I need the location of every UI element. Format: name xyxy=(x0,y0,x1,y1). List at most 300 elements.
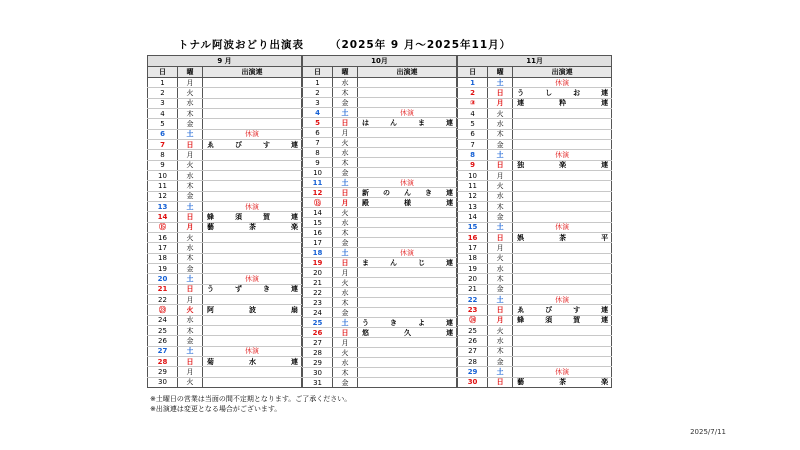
performer-cell xyxy=(358,258,457,268)
day-cell: 30 xyxy=(148,377,178,387)
weekday-cell: 日 xyxy=(333,118,358,128)
weekday-column-header: 曜 xyxy=(488,67,513,78)
day-column-header: 日 xyxy=(303,67,333,78)
table-row xyxy=(148,274,302,284)
table-row xyxy=(303,238,457,248)
month-body xyxy=(148,78,302,388)
day-cell: 10 xyxy=(303,168,333,178)
table-row xyxy=(148,160,302,170)
weekday-cell: 木 xyxy=(488,346,513,356)
table-row xyxy=(148,305,302,315)
performer-cell xyxy=(513,232,612,242)
table-row xyxy=(148,201,302,211)
performer-cell xyxy=(513,108,612,118)
table-row xyxy=(458,232,612,242)
day-cell: 8 xyxy=(303,148,333,158)
schedule-tables xyxy=(147,55,612,388)
weekday-cell: 月 xyxy=(333,338,358,348)
weekday-cell: 土 xyxy=(178,129,203,139)
day-cell: 11 xyxy=(148,181,178,191)
day-cell: 26 xyxy=(458,336,488,346)
weekday-cell: 月 xyxy=(333,128,358,138)
performer-column-header: 出演連 xyxy=(513,67,612,78)
day-cell: 2 xyxy=(458,88,488,98)
performer-cell xyxy=(203,294,302,304)
weekday-cell: 日 xyxy=(178,139,203,149)
performer-cell xyxy=(203,305,302,315)
weekday-cell: 土 xyxy=(333,108,358,118)
weekday-cell: 月 xyxy=(178,222,203,232)
weekday-cell: 月 xyxy=(178,367,203,377)
day-cell: 19 xyxy=(148,263,178,273)
performer-name: 連 粋 連 xyxy=(517,99,609,108)
day-cell: 1 xyxy=(148,78,178,88)
weekday-cell: 日 xyxy=(333,188,358,198)
day-cell: 25 xyxy=(148,325,178,335)
performer-cell xyxy=(358,228,457,238)
performer-cell xyxy=(358,158,457,168)
day-cell: 18 xyxy=(303,248,333,258)
weekday-cell: 金 xyxy=(333,308,358,318)
performer-cell: 休演 xyxy=(203,346,302,356)
performer-name: 殿 様 連 xyxy=(362,198,454,207)
day-cell: 14 xyxy=(148,212,178,222)
performer-cell xyxy=(358,328,457,338)
table-row xyxy=(303,168,457,178)
table-row xyxy=(303,128,457,138)
weekday-cell: 日 xyxy=(488,305,513,315)
page-title xyxy=(178,37,511,52)
day-cell: 1 xyxy=(458,78,488,88)
weekday-cell: 土 xyxy=(488,222,513,232)
performer-cell xyxy=(358,348,457,358)
performer-cell xyxy=(513,170,612,180)
performer-cell xyxy=(513,139,612,149)
day-cell: 20 xyxy=(148,274,178,284)
day-cell: 12 xyxy=(148,191,178,201)
weekday-cell: 日 xyxy=(178,284,203,294)
performer-cell xyxy=(203,108,302,118)
weekday-cell: 金 xyxy=(178,263,203,273)
month-table xyxy=(147,55,302,388)
weekday-cell: 水 xyxy=(488,263,513,273)
performer-name: う き よ 連 xyxy=(362,318,454,327)
table-row xyxy=(303,338,457,348)
table-row xyxy=(148,170,302,180)
day-cell: 5 xyxy=(303,118,333,128)
day-cell: 20 xyxy=(303,268,333,278)
table-row xyxy=(458,201,612,211)
table-row xyxy=(458,181,612,191)
performer-name: う し お 連 xyxy=(517,88,609,97)
table-row xyxy=(458,263,612,273)
weekday-cell: 土 xyxy=(178,201,203,211)
performer-cell xyxy=(513,305,612,315)
footnote-saturday: ※土曜日の営業は当面の間不定期となります。ご了承ください。 xyxy=(150,395,352,403)
table-row xyxy=(303,278,457,288)
performer-cell xyxy=(203,284,302,294)
table-row xyxy=(303,158,457,168)
performer-cell xyxy=(203,212,302,222)
weekday-cell: 水 xyxy=(488,119,513,129)
weekday-cell: 木 xyxy=(178,325,203,335)
day-cell: 14 xyxy=(303,208,333,218)
day-cell: 28 xyxy=(303,348,333,358)
weekday-cell: 火 xyxy=(178,88,203,98)
performer-name: ま ん じ 連 xyxy=(362,258,454,267)
weekday-cell: 木 xyxy=(333,228,358,238)
table-row xyxy=(303,258,457,268)
weekday-cell: 木 xyxy=(488,129,513,139)
performer-cell: 休演 xyxy=(203,274,302,284)
table-row xyxy=(148,212,302,222)
performer-name: は ん ま 連 xyxy=(362,118,454,127)
weekday-cell: 日 xyxy=(333,328,358,338)
month-body xyxy=(458,78,612,388)
table-row xyxy=(148,181,302,191)
performer-cell xyxy=(358,378,457,388)
weekday-cell: 水 xyxy=(488,191,513,201)
performer-cell: 休演 xyxy=(358,248,457,258)
performer-cell xyxy=(513,88,612,98)
day-cell: 23 xyxy=(458,305,488,315)
performer-cell xyxy=(203,88,302,98)
performer-cell xyxy=(203,181,302,191)
day-cell: 3 xyxy=(303,98,333,108)
table-row xyxy=(303,288,457,298)
month-body xyxy=(303,78,457,388)
weekday-cell: 月 xyxy=(333,268,358,278)
weekday-cell: 木 xyxy=(488,201,513,211)
table-row xyxy=(458,88,612,98)
performer-cell xyxy=(513,243,612,253)
day-cell: 28 xyxy=(148,356,178,366)
table-row xyxy=(458,253,612,263)
day-cell: 11 xyxy=(303,178,333,188)
table-row xyxy=(303,348,457,358)
weekday-cell: 金 xyxy=(333,98,358,108)
weekday-cell: 土 xyxy=(333,178,358,188)
performer-cell xyxy=(358,338,457,348)
table-row xyxy=(148,263,302,273)
weekday-cell: 金 xyxy=(488,212,513,222)
performer-cell xyxy=(513,160,612,170)
weekday-cell: 火 xyxy=(333,278,358,288)
performer-name: ゑ び す 連 xyxy=(207,140,298,149)
table-row xyxy=(458,139,612,149)
day-cell: 18 xyxy=(148,253,178,263)
weekday-cell: 土 xyxy=(488,150,513,160)
table-row xyxy=(458,119,612,129)
month-header: 10月 xyxy=(303,56,457,67)
weekday-cell: 月 xyxy=(488,243,513,253)
table-row xyxy=(458,336,612,346)
performer-cell xyxy=(358,218,457,228)
table-row xyxy=(458,315,612,325)
table-row xyxy=(303,228,457,238)
performer-cell: 休演 xyxy=(513,150,612,160)
day-cell: 15 xyxy=(458,222,488,232)
day-cell: 24 xyxy=(148,315,178,325)
table-row xyxy=(458,367,612,377)
performer-cell xyxy=(513,346,612,356)
performer-cell xyxy=(203,325,302,335)
weekday-cell: 金 xyxy=(488,139,513,149)
performer-cell xyxy=(203,336,302,346)
day-cell: 24 xyxy=(303,308,333,318)
weekday-column-header: 曜 xyxy=(178,67,203,78)
day-cell: 16 xyxy=(458,232,488,242)
day-cell: ㉓ xyxy=(148,305,178,315)
weekday-cell: 火 xyxy=(178,232,203,242)
day-cell: 5 xyxy=(458,119,488,129)
table-row xyxy=(303,358,457,368)
day-cell: 27 xyxy=(148,346,178,356)
day-cell: 7 xyxy=(148,139,178,149)
day-cell: 18 xyxy=(458,253,488,263)
performer-cell xyxy=(513,263,612,273)
day-cell: 31 xyxy=(303,378,333,388)
day-cell: 7 xyxy=(458,139,488,149)
performer-cell xyxy=(513,377,612,387)
table-row xyxy=(458,284,612,294)
table-row xyxy=(458,191,612,201)
table-row xyxy=(148,88,302,98)
table-row xyxy=(303,298,457,308)
day-cell: 4 xyxy=(303,108,333,118)
table-row xyxy=(458,170,612,180)
day-cell: 23 xyxy=(303,298,333,308)
weekday-cell: 金 xyxy=(178,191,203,201)
weekday-cell: 木 xyxy=(488,274,513,284)
day-cell: 26 xyxy=(303,328,333,338)
performer-cell xyxy=(358,78,457,88)
weekday-column-header: 曜 xyxy=(333,67,358,78)
day-cell: 12 xyxy=(458,191,488,201)
weekday-cell: 月 xyxy=(488,170,513,180)
day-cell: 22 xyxy=(303,288,333,298)
table-row xyxy=(458,150,612,160)
performer-name: う ず き 連 xyxy=(207,285,298,294)
performer-cell xyxy=(513,325,612,335)
performer-name: 新 の ん き 連 xyxy=(362,188,454,197)
weekday-cell: 日 xyxy=(178,212,203,222)
month-table xyxy=(457,55,612,388)
performer-cell: 休演 xyxy=(513,294,612,304)
day-cell: 2 xyxy=(148,88,178,98)
table-row xyxy=(148,78,302,88)
table-row xyxy=(458,98,612,108)
weekday-cell: 金 xyxy=(178,336,203,346)
weekday-cell: 金 xyxy=(488,356,513,366)
day-cell: 27 xyxy=(458,346,488,356)
footnote-changes: ※出演連は変更となる場合がございます。 xyxy=(150,405,282,413)
weekday-cell: 水 xyxy=(333,288,358,298)
table-row xyxy=(303,368,457,378)
day-cell: 10 xyxy=(458,170,488,180)
day-cell: 22 xyxy=(458,294,488,304)
table-row xyxy=(148,191,302,201)
table-row xyxy=(303,198,457,208)
table-row xyxy=(458,129,612,139)
table-row xyxy=(458,294,612,304)
table-row xyxy=(303,138,457,148)
performer-name: 藝 茶 楽 xyxy=(517,378,609,387)
performer-cell xyxy=(513,119,612,129)
table-row xyxy=(148,108,302,118)
table-row xyxy=(458,160,612,170)
performer-cell xyxy=(203,243,302,253)
performer-cell xyxy=(203,222,302,232)
day-cell: ③ xyxy=(458,98,488,108)
day-cell: 14 xyxy=(458,212,488,222)
weekday-cell: 月 xyxy=(178,294,203,304)
performer-cell xyxy=(358,148,457,158)
day-cell: 30 xyxy=(458,377,488,387)
table-row xyxy=(458,108,612,118)
performer-cell xyxy=(513,181,612,191)
day-cell: 10 xyxy=(148,170,178,180)
issue-date: 2025/7/11 xyxy=(690,428,726,436)
day-cell: 22 xyxy=(148,294,178,304)
table-row xyxy=(148,139,302,149)
weekday-cell: 水 xyxy=(178,243,203,253)
day-cell: 16 xyxy=(148,232,178,242)
weekday-cell: 火 xyxy=(178,305,203,315)
day-cell: 21 xyxy=(303,278,333,288)
day-column-header: 日 xyxy=(148,67,178,78)
month-header: 11月 xyxy=(458,56,612,67)
performer-name: 菊 水 連 xyxy=(207,357,299,366)
day-cell: 29 xyxy=(148,367,178,377)
performer-cell xyxy=(203,253,302,263)
weekday-cell: 金 xyxy=(488,284,513,294)
weekday-cell: 金 xyxy=(178,119,203,129)
table-row xyxy=(303,208,457,218)
performer-cell xyxy=(358,188,457,198)
table-row xyxy=(303,88,457,98)
performer-cell: 休演 xyxy=(513,367,612,377)
day-cell: 3 xyxy=(148,98,178,108)
performer-cell xyxy=(513,315,612,325)
performer-cell: 休演 xyxy=(358,108,457,118)
performer-cell xyxy=(513,98,612,108)
weekday-cell: 水 xyxy=(178,98,203,108)
weekday-cell: 木 xyxy=(333,88,358,98)
table-row xyxy=(148,356,302,366)
day-cell: 17 xyxy=(303,238,333,248)
day-cell: 9 xyxy=(303,158,333,168)
table-row xyxy=(148,367,302,377)
table-row xyxy=(148,315,302,325)
day-cell: 2 xyxy=(303,88,333,98)
performer-cell xyxy=(203,119,302,129)
day-cell: 17 xyxy=(148,243,178,253)
performer-cell xyxy=(203,367,302,377)
table-row xyxy=(148,284,302,294)
performer-cell xyxy=(203,139,302,149)
day-cell: 8 xyxy=(148,150,178,160)
table-row xyxy=(148,325,302,335)
performer-cell xyxy=(203,78,302,88)
day-cell: 30 xyxy=(303,368,333,378)
table-row xyxy=(303,148,457,158)
day-cell: 13 xyxy=(148,201,178,211)
performer-name: 蜂 須 賀 連 xyxy=(207,212,298,221)
weekday-cell: 木 xyxy=(178,181,203,191)
table-row xyxy=(303,268,457,278)
performer-cell xyxy=(358,98,457,108)
table-row xyxy=(148,336,302,346)
performer-cell xyxy=(203,356,302,366)
weekday-cell: 木 xyxy=(178,253,203,263)
weekday-cell: 火 xyxy=(488,253,513,263)
weekday-cell: 火 xyxy=(178,377,203,387)
performer-cell xyxy=(513,191,612,201)
performer-cell: 休演 xyxy=(203,129,302,139)
table-row xyxy=(458,356,612,366)
performer-cell xyxy=(358,298,457,308)
performer-column-header: 出演連 xyxy=(358,67,457,78)
performer-cell xyxy=(358,138,457,148)
weekday-cell: 水 xyxy=(333,78,358,88)
weekday-cell: 月 xyxy=(178,150,203,160)
table-row xyxy=(458,243,612,253)
weekday-cell: 日 xyxy=(333,258,358,268)
day-cell: 9 xyxy=(148,160,178,170)
table-row xyxy=(458,222,612,232)
day-cell: 15 xyxy=(303,218,333,228)
weekday-cell: 火 xyxy=(333,348,358,358)
weekday-cell: 水 xyxy=(333,218,358,228)
table-row xyxy=(148,294,302,304)
table-row xyxy=(458,212,612,222)
day-cell: 26 xyxy=(148,336,178,346)
weekday-cell: 月 xyxy=(333,198,358,208)
performer-cell xyxy=(513,253,612,263)
table-row xyxy=(458,274,612,284)
day-cell: 6 xyxy=(148,129,178,139)
table-row xyxy=(303,178,457,188)
day-cell: 16 xyxy=(303,228,333,238)
performer-cell xyxy=(358,198,457,208)
table-row xyxy=(303,318,457,328)
day-cell: 27 xyxy=(303,338,333,348)
performer-cell xyxy=(513,284,612,294)
performer-cell xyxy=(203,377,302,387)
performer-name: 蜂 須 賀 連 xyxy=(517,316,609,325)
performer-cell xyxy=(513,129,612,139)
table-row xyxy=(458,305,612,315)
day-cell: 19 xyxy=(458,263,488,273)
weekday-cell: 土 xyxy=(178,274,203,284)
day-cell: 29 xyxy=(303,358,333,368)
performer-cell xyxy=(358,268,457,278)
weekday-cell: 日 xyxy=(488,377,513,387)
weekday-cell: 日 xyxy=(488,160,513,170)
day-cell: 19 xyxy=(303,258,333,268)
weekday-cell: 木 xyxy=(333,368,358,378)
performer-name: 独 楽 連 xyxy=(517,161,609,170)
performer-column-header: 出演連 xyxy=(203,67,302,78)
performer-cell xyxy=(203,170,302,180)
performer-name: 阿 波 扇 xyxy=(207,305,299,314)
month-table xyxy=(302,55,457,388)
weekday-cell: 日 xyxy=(178,356,203,366)
weekday-cell: 金 xyxy=(333,238,358,248)
table-row xyxy=(458,325,612,335)
table-row xyxy=(303,328,457,338)
